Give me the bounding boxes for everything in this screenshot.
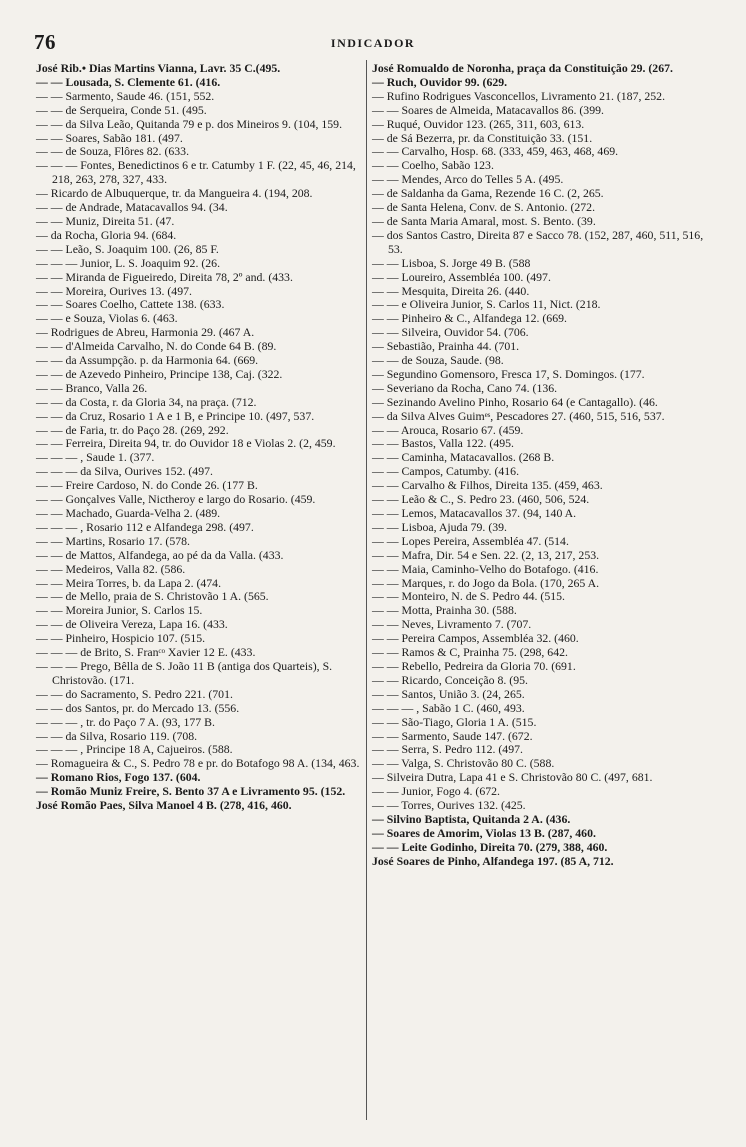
directory-entry: — — e Oliveira Junior, S. Carlos 11, Nict. (218. <box>372 297 601 312</box>
directory-entry: — dos Santos Castro, Direita 87 e Sacco 78. (152, 287, 460, 511, 516, 53. <box>372 227 704 256</box>
directory-entry: — — Muniz, Direita 51. (47. <box>36 213 175 228</box>
directory-entry: — — Pereira Campos, Assembléa 32. (460. <box>372 631 579 646</box>
directory-entry: — — dos Santos, pr. do Mercado 13. (556. <box>36 700 240 715</box>
directory-entry: — — Moreira, Ourives 13. (497. <box>36 283 192 298</box>
directory-entry: — — Ricardo, Conceição 8. (95. <box>372 672 528 687</box>
right-column <box>372 62 710 869</box>
directory-entry: — — Marques, r. do Jogo da Bola. (170, 265 A. <box>372 575 600 590</box>
directory-entry: — — de Souza, Saude. (98. <box>372 353 504 368</box>
directory-entry: — — Arouca, Rosario 67. (459. <box>372 422 524 437</box>
directory-entry: — — Soares, Sabão 181. (497. <box>36 130 183 145</box>
directory-entry: — — Carvalho, Hosp. 68. (333, 459, 463, 468, 469. <box>372 144 619 159</box>
directory-entry: — — do Sacramento, S. Pedro 221. (701. <box>36 686 233 701</box>
directory-entry: — de Santa Maria Amaral, most. S. Bento. (39. <box>372 213 596 228</box>
directory-entry: — Rodrigues de Abreu, Harmonia 29. (467 A. <box>36 325 255 340</box>
directory-entry: — Romão Muniz Freire, S. Bento 37 A e Livramento 95. (152. <box>36 784 346 799</box>
directory-entry: — Ricardo de Albuquerque, tr. da Mangueira 4. (194, 208. <box>36 186 313 201</box>
directory-entry: — Romano Rios, Fogo 137. (604. <box>36 770 201 785</box>
directory-entry: José Soares de Pinho, Alfandega 197. (85 A, 712. <box>372 853 614 868</box>
directory-entry: — — da Assumpção. p. da Harmonia 64. (669. <box>36 353 259 368</box>
directory-entry: — — Soares Coelho, Cattete 138. (633. <box>36 297 225 312</box>
directory-entry: — — Lisboa, S. Jorge 49 B. (588 <box>372 255 531 270</box>
directory-entry: — Segundino Gomensoro, Fresca 17, S. Domingos. (177. <box>372 366 645 381</box>
directory-entry: — — Medeiros, Valla 82. (586. <box>36 561 186 576</box>
directory-entry: — Rufino Rodrigues Vasconcellos, Livramento 21. (187, 252. <box>372 88 666 103</box>
directory-entry: — — Coelho, Sabão 123. <box>372 158 494 173</box>
directory-entry: — — da Cruz, Rosario 1 A e 1 B, e Principe 10. (497, 537. <box>36 408 315 423</box>
directory-entry: — — — da Silva, Ourives 152. (497. <box>36 464 213 479</box>
directory-entry: — Silveira Dutra, Lapa 41 e S. Christovão 80 C. (497, 681. <box>372 770 653 785</box>
directory-entry: — — da Silva, Rosario 119. (708. <box>36 728 198 743</box>
directory-entry: — — Gonçalves Valle, Nictheroy e largo do Rosario. (459. <box>36 492 316 507</box>
directory-entry: — — Pinheiro & C., Alfandega 12. (669. <box>372 311 567 326</box>
directory-entry: — — Moreira Junior, S. Carlos 15. <box>36 603 203 618</box>
directory-entry: — Silvino Baptista, Quitanda 2 A. (436. <box>372 811 571 826</box>
directory-entry: — — Mendes, Arco do Telles 5 A. (495. <box>372 172 564 187</box>
directory-entry: — — — , Sabão 1 C. (460, 493. <box>372 700 525 715</box>
directory-entry: — — — de Brito, S. Franᶜᵒ Xavier 12 E. (433. <box>36 645 256 660</box>
directory-entry: José Rib.• Dias Martins Vianna, Lavr. 35 C.(495. <box>36 61 281 75</box>
directory-entry: — de Saldanha da Gama, Rezende 16 C. (2, 265. <box>372 186 604 201</box>
column-divider <box>366 60 367 1120</box>
directory-entry: — — Branco, Valla 26. <box>36 380 148 395</box>
directory-entry: — — Bastos, Valla 122. (495. <box>372 436 514 451</box>
directory-entry: — — de Mattos, Alfandega, ao pé da da Valla. (433. <box>36 547 284 562</box>
directory-entry: — — Junior, Fogo 4. (672. <box>372 784 500 799</box>
directory-entry: — — — Prego, Bêlla de S. João 11 B (antiga dos Quarteis), S. Christovão. (171. <box>36 658 333 687</box>
directory-entry: — — Miranda de Figueiredo, Direita 78, 2º and. (433. <box>36 269 293 284</box>
directory-entry: — — Rebello, Pedreira da Gloria 70. (691. <box>372 658 576 673</box>
directory-entry: — — Torres, Ourives 132. (425. <box>372 798 526 813</box>
directory-entry: — — Santos, União 3. (24, 265. <box>372 686 525 701</box>
directory-entry: — — Leite Godinho, Direita 70. (279, 388, 460. <box>372 839 608 854</box>
directory-entry: — — de Faria, tr. do Paço 28. (269, 292. <box>36 422 229 437</box>
directory-entry: — — Sarmento, Saude 147. (672. <box>372 728 533 743</box>
directory-entry: — — Meira Torres, b. da Lapa 2. (474. <box>36 575 222 590</box>
directory-entry: — — Leão & C., S. Pedro 23. (460, 506, 524. <box>372 492 590 507</box>
directory-entry: — — Campos, Catumby. (416. <box>372 464 520 479</box>
directory-entry: — — Lemos, Matacavallos 37. (94, 140 A. <box>372 506 577 520</box>
directory-entry: — — da Costa, r. da Gloria 34, na praça. (712. <box>36 394 257 409</box>
running-title: INDICADOR <box>330 36 416 50</box>
directory-entry: — Sebastião, Prainha 44. (701. <box>372 339 520 354</box>
directory-entry: — — d'Almeida Carvalho, N. do Conde 64 B. (89. <box>36 339 277 354</box>
directory-entry: — — Soares de Almeida, Matacavallos 86. (399. <box>372 102 604 117</box>
directory-entry: — — — , tr. do Paço 7 A. (93, 177 B. <box>36 714 215 729</box>
directory-entry: — Sezinando Avelino Pinho, Rosario 64 (e Cantagallo). (46. <box>372 394 658 409</box>
directory-entry: — — Neves, Livramento 7. (707. <box>372 617 532 632</box>
directory-entry: — — Sarmento, Saude 46. (151, 552. <box>36 88 215 103</box>
page-header <box>34 30 712 54</box>
directory-entry: — da Silva Alves Guimᵉˢ, Pescadores 27. (460, 515, 516, 537. <box>372 408 665 423</box>
directory-entry: — — Leão, S. Joaquim 100. (26, 85 F. <box>36 241 219 256</box>
directory-entry: — — Valga, S. Christovão 80 C. (588. <box>372 756 555 771</box>
directory-entry: José Romão Paes, Silva Manoel 4 B. (278, 416, 460. <box>36 798 292 813</box>
directory-entry: — — da Silva Leão, Quitanda 79 e p. dos Mineiros 9. (104, 159. <box>36 116 343 131</box>
directory-entry: — — Martins, Rosario 17. (578. <box>36 533 191 548</box>
directory-entry: — — Ferreira, Direita 94, tr. do Ouvidor 18 e Violas 2. (2, 459. <box>36 436 336 451</box>
directory-entry: — — de Mello, praia de S. Christovão 1 A. (565. <box>36 589 269 604</box>
directory-entry: — — — Junior, L. S. Joaquim 92. (26. <box>36 255 221 270</box>
directory-entry: José Romualdo de Noronha, praça da Constituição 29. (267. <box>372 61 673 75</box>
directory-entry: — — de Serqueira, Conde 51. (495. <box>36 102 207 117</box>
directory-entry: — — de Azevedo Pinheiro, Principe 138, Caj. (322. <box>36 366 283 381</box>
directory-entry: — — Maia, Caminho-Velho do Botafogo. (416. <box>372 561 599 576</box>
directory-entry: — — Carvalho & Filhos, Direita 135. (459, 463. <box>372 478 603 493</box>
directory-entry: — — — Fontes, Benedictinos 6 e tr. Catumby 1 F. (22, 45, 46, 214, 218, 263, 278, 327, 433. <box>36 158 356 187</box>
directory-entry: — — Lisboa, Ajuda 79. (39. <box>372 519 507 534</box>
directory-entry: — — Mafra, Dir. 54 e Sen. 22. (2, 13, 217, 253. <box>372 547 600 562</box>
directory-entry: — Ruch, Ouvidor 99. (629. <box>372 74 508 89</box>
directory-entry: — — de Souza, Flôres 82. (633. <box>36 144 190 159</box>
directory-entry: — Ruqué, Ouvidor 123. (265, 311, 603, 613. <box>372 116 585 131</box>
directory-entry: — — Lopes Pereira, Assembléa 47. (514. <box>372 533 569 548</box>
directory-entry: — — — , Principe 18 A, Cajueiros. (588. <box>36 742 233 757</box>
directory-entry: — — Monteiro, N. de S. Pedro 44. (515. <box>372 589 565 604</box>
directory-entry: — de Santa Helena, Conv. de S. Antonio. (272. <box>372 200 596 215</box>
page-number: 76 <box>34 30 56 54</box>
left-column <box>36 62 364 813</box>
directory-entry: — — — , Rosario 112 e Alfandega 298. (497. <box>36 519 254 534</box>
directory-entry: — — Serra, S. Pedro 112. (497. <box>372 742 523 757</box>
directory-entry: — — Motta, Prainha 30. (588. <box>372 603 517 618</box>
directory-entry: — Soares de Amorim, Violas 13 B. (287, 460. <box>372 825 596 840</box>
directory-entry: — — de Andrade, Matacavallos 94. (34. <box>36 200 228 215</box>
directory-entry: — — — , Saude 1. (377. <box>36 450 155 465</box>
directory-entry: — Romagueira & C., S. Pedro 78 e pr. do Botafogo 98 A. (134, 463. <box>36 756 360 771</box>
directory-entry: — — Freire Cardoso, N. do Conde 26. (177 B. <box>36 478 258 493</box>
directory-entry: — — Silveira, Ouvidor 54. (706. <box>372 325 529 340</box>
directory-entry: — Severiano da Rocha, Cano 74. (136. <box>372 380 558 395</box>
directory-entry: — — Pinheiro, Hospicio 107. (515. <box>36 631 206 646</box>
directory-entry: — — Caminha, Matacavallos. (268 B. <box>372 450 555 465</box>
directory-entry: — — Mesquita, Direita 26. (440. <box>372 283 530 298</box>
directory-entry: — da Rocha, Gloria 94. (684. <box>36 227 177 242</box>
directory-entry: — — São-Tiago, Gloria 1 A. (515. <box>372 714 537 729</box>
directory-entry: — — Ramos & C, Prainha 75. (298, 642. <box>372 645 568 660</box>
directory-entry: — — Machado, Guarda-Velha 2. (489. <box>36 506 221 520</box>
directory-entry: — — de Oliveira Vereza, Lapa 16. (433. <box>36 617 228 632</box>
directory-entry: — — Lousada, S. Clemente 61. (416. <box>36 74 221 89</box>
directory-entry: — de Sá Bezerra, pr. da Constituição 33. (151. <box>372 130 593 145</box>
directory-entry: — — e Souza, Violas 6. (463. <box>36 311 178 326</box>
directory-entry: — — Loureiro, Assembléa 100. (497. <box>372 269 551 284</box>
